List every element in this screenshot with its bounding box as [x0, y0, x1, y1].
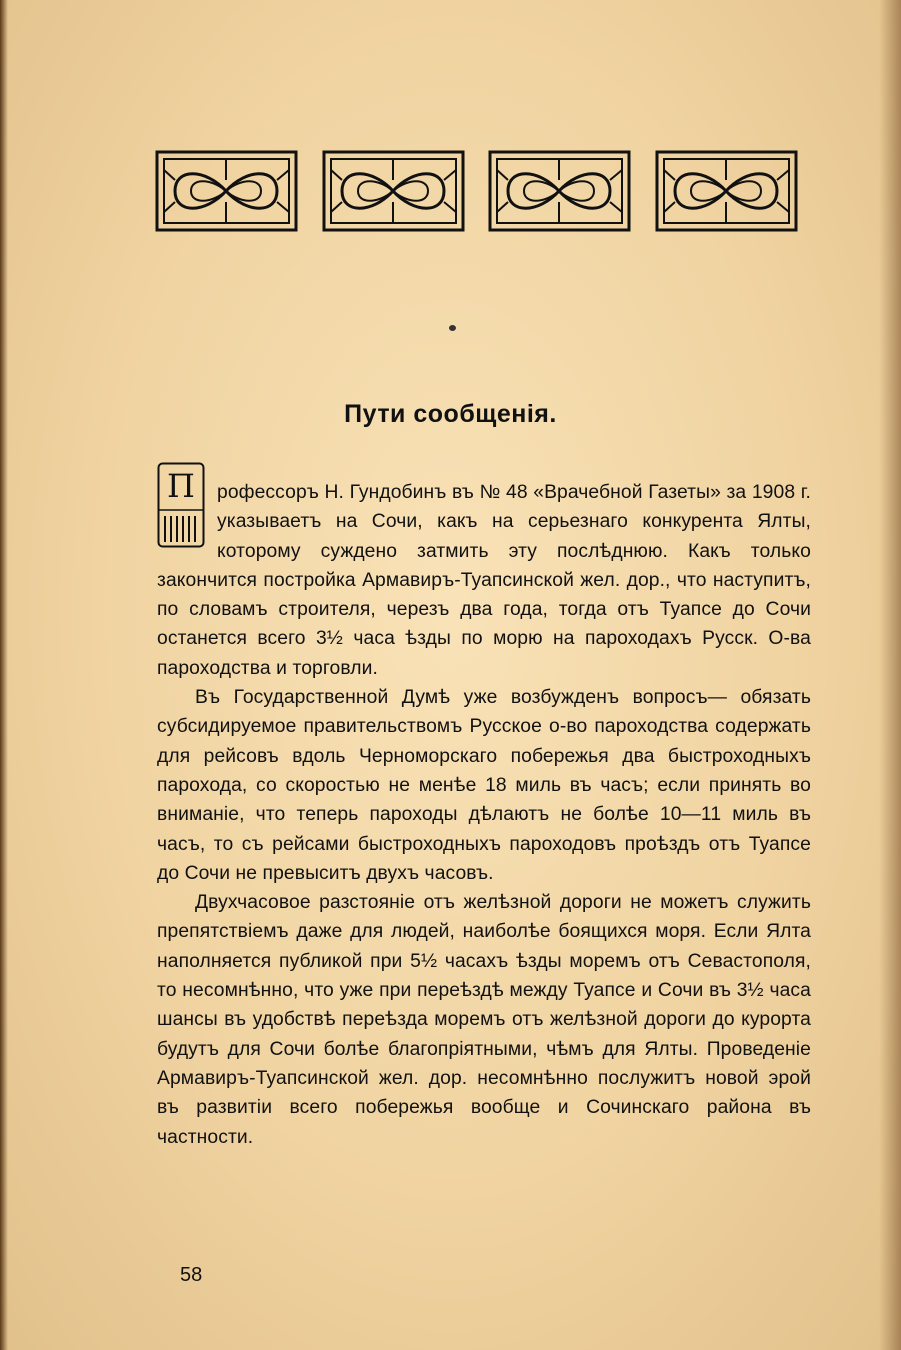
article-body	[157, 478, 811, 1152]
paragraph-1	[157, 478, 811, 683]
page-number: 58	[180, 1264, 203, 1286]
knot-ornament-icon	[488, 150, 631, 232]
paragraph-3: Двухчасовое разстояніе отъ желѣзной дороги не можетъ служить препятствіемъ даже для людей, наиболѣе боящихся моря. Если Ялта наполняется публикой при 5½ часахъ ѣзды моремъ отъ Севастополя, то несомнѣнно, что уже при переѣздѣ между Туапсе и Сочи въ 3½ часа шансы въ удобствѣ переѣзда моремъ отъ желѣзной дороги до курорта будутъ для Сочи болѣе благопріятными, чѣмъ для Ялты. Проведеніе Армавиръ-Туапсинской жел. дор. несомнѣнно послужитъ новой эрой въ развитіи всего побережья вообще и Сочинскаго района въ частности.	[157, 892, 811, 1148]
paragraph-1-text: рофессоръ Н. Гундобинъ въ № 48 «Врачебной Газеты» за 1908 г. указываетъ на Сочи, какъ на серьезнаго конкурента Ялты, которому суждено затмить эту послѣднюю. Какъ только закончится постройка Армавиръ-Туапсинской жел. дор., что наступитъ, по словамъ строителя, черезъ два года, тогда отъ Туапсе до Сочи останется всего 3½ часа ѣзды по морю на пароходахъ Русск. О-ва пароходства и торговли.	[157, 482, 811, 679]
section-title: Пути сообщенія.	[344, 400, 557, 428]
knot-ornament-icon	[322, 150, 465, 232]
page-edge-shadow-right	[879, 0, 901, 1350]
paragraph-2: Въ Государственной Думѣ уже возбужденъ вопросъ— обязать субсидируемое правительствомъ Русское о-во пароходства содержать для рейсовъ вдоль Черноморскаго побережья два быстроходныхъ парохода, со скоростью не менѣе 18 миль въ часъ; если принять во вниманіе, что теперь пароходы дѣлаютъ не болѣе 10—11 миль въ часъ, то съ рейсами быстроходныхъ пароходовъ проѣздъ отъ Туапсе до Сочи не превыситъ двухъ часовъ.	[157, 687, 811, 884]
knot-ornament-icon	[655, 150, 798, 232]
dropcap-letter: П	[167, 467, 195, 505]
page-edge-shadow-left	[0, 0, 8, 1350]
header-ornament-band	[155, 150, 798, 232]
ornament-dot	[449, 325, 456, 331]
knot-ornament-icon	[155, 150, 298, 232]
